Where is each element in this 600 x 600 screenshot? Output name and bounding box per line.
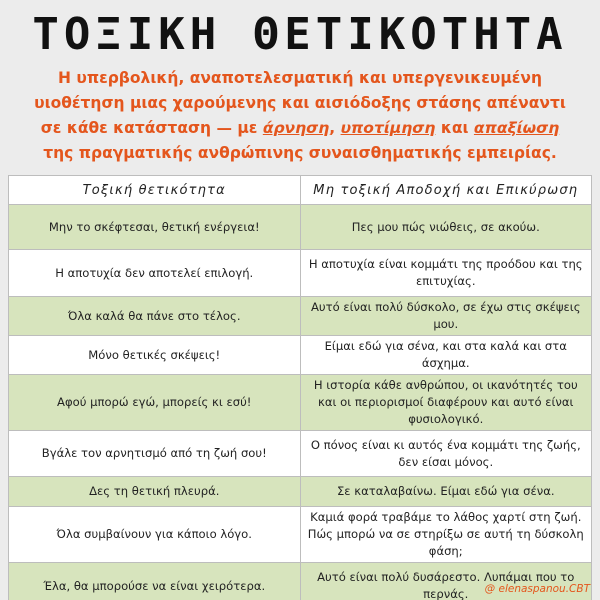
validation-phrase-cell: Αυτό είναι πολύ δύσκολο, σε έχω στις σκέψεις μου. xyxy=(300,297,592,336)
intro-text: , xyxy=(329,119,341,137)
toxic-phrase-cell: Αφού μπορώ εγώ, μπορείς κι εσύ! xyxy=(9,375,301,431)
intro-text: και xyxy=(435,119,474,137)
validation-phrase-cell: Αυτό είναι πολύ δυσάρεστο. Λυπάμαι που το περνάς. xyxy=(300,563,592,600)
header-validation: Μη τοξική Αποδοχή και Επικύρωση xyxy=(300,176,592,205)
table-row xyxy=(9,205,592,250)
validation-phrase-cell: Σε καταλαβαίνω. Είμαι εδώ για σένα. xyxy=(300,477,592,507)
table-row xyxy=(9,431,592,477)
validation-phrase-cell: Η αποτυχία είναι κομμάτι της προόδου και της επιτυχίας. xyxy=(300,250,592,297)
term-denial: άρνηση xyxy=(262,119,330,137)
table-row xyxy=(9,507,592,563)
validation-phrase-cell: Καμιά φορά τραβάμε το λάθος χαρτί στη ζωή. Πώς μπορώ να σε στηρίξω σε αυτή τη δύσκολη φάση; xyxy=(300,507,592,563)
intro-line: Η υπερβολική, αναποτελεσματική και υπεργενικευμένη xyxy=(57,69,543,87)
term-devaluation: απαξίωση xyxy=(473,119,560,137)
table-row xyxy=(9,250,592,297)
intro-text: σε κάθε κατάσταση — με xyxy=(40,119,263,137)
validation-phrase-cell: Είμαι εδώ για σένα, και στα καλά και στα άσχημα. xyxy=(300,336,592,375)
toxic-phrase-cell: Έλα, θα μπορούσε να είναι χειρότερα. xyxy=(9,563,301,600)
toxic-phrase-cell: Μόνο θετικές σκέψεις! xyxy=(9,336,301,375)
toxic-phrase-cell: Δες τη θετική πλευρά. xyxy=(9,477,301,507)
table-row xyxy=(9,297,592,336)
table-header-row xyxy=(9,176,592,205)
table-row xyxy=(9,336,592,375)
table-row xyxy=(9,375,592,431)
intro-definition xyxy=(18,66,582,166)
toxic-phrase-cell: Όλα καλά θα πάνε στο τέλος. xyxy=(9,297,301,336)
toxic-phrase-cell: Μην το σκέφτεσαι, θετική ενέργεια! xyxy=(9,205,301,250)
intro-line: της πραγματικής ανθρώπινης συναισθηματικής εμπειρίας. xyxy=(43,144,557,162)
table-row xyxy=(9,477,592,507)
toxic-phrase-cell: Βγάλε τον αρνητισμό από τη ζωή σου! xyxy=(9,431,301,477)
validation-phrase-cell: Ο πόνος είναι κι αυτός ένα κομμάτι της ζωής, δεν είσαι μόνος. xyxy=(300,431,592,477)
toxic-phrase-cell: Όλα συμβαίνουν για κάποιο λόγο. xyxy=(9,507,301,563)
validation-phrase-cell: Πες μου πώς νιώθεις, σε ακούω. xyxy=(300,205,592,250)
page-title: ΤΟΞΙΚΗ ΘΕΤΙΚΟΤΗΤΑ xyxy=(32,9,568,60)
term-underestimation: υποτίμηση xyxy=(340,119,436,137)
intro-line: υιοθέτηση μιας χαρούμενης και αισιόδοξης στάσης απέναντι xyxy=(34,94,566,112)
header-toxic-positivity: Τοξική θετικότητα xyxy=(9,176,301,205)
intro-line xyxy=(18,116,582,141)
watermark: @ elenaspanou.CBT xyxy=(484,583,590,595)
toxic-phrase-cell: Η αποτυχία δεν αποτελεί επιλογή. xyxy=(9,250,301,297)
comparison-table xyxy=(8,175,592,600)
validation-phrase-cell: Η ιστορία κάθε ανθρώπου, οι ικανότητές του και οι περιορισμοί διαφέρουν και αυτό είναι φυσιολογικό. xyxy=(300,375,592,431)
